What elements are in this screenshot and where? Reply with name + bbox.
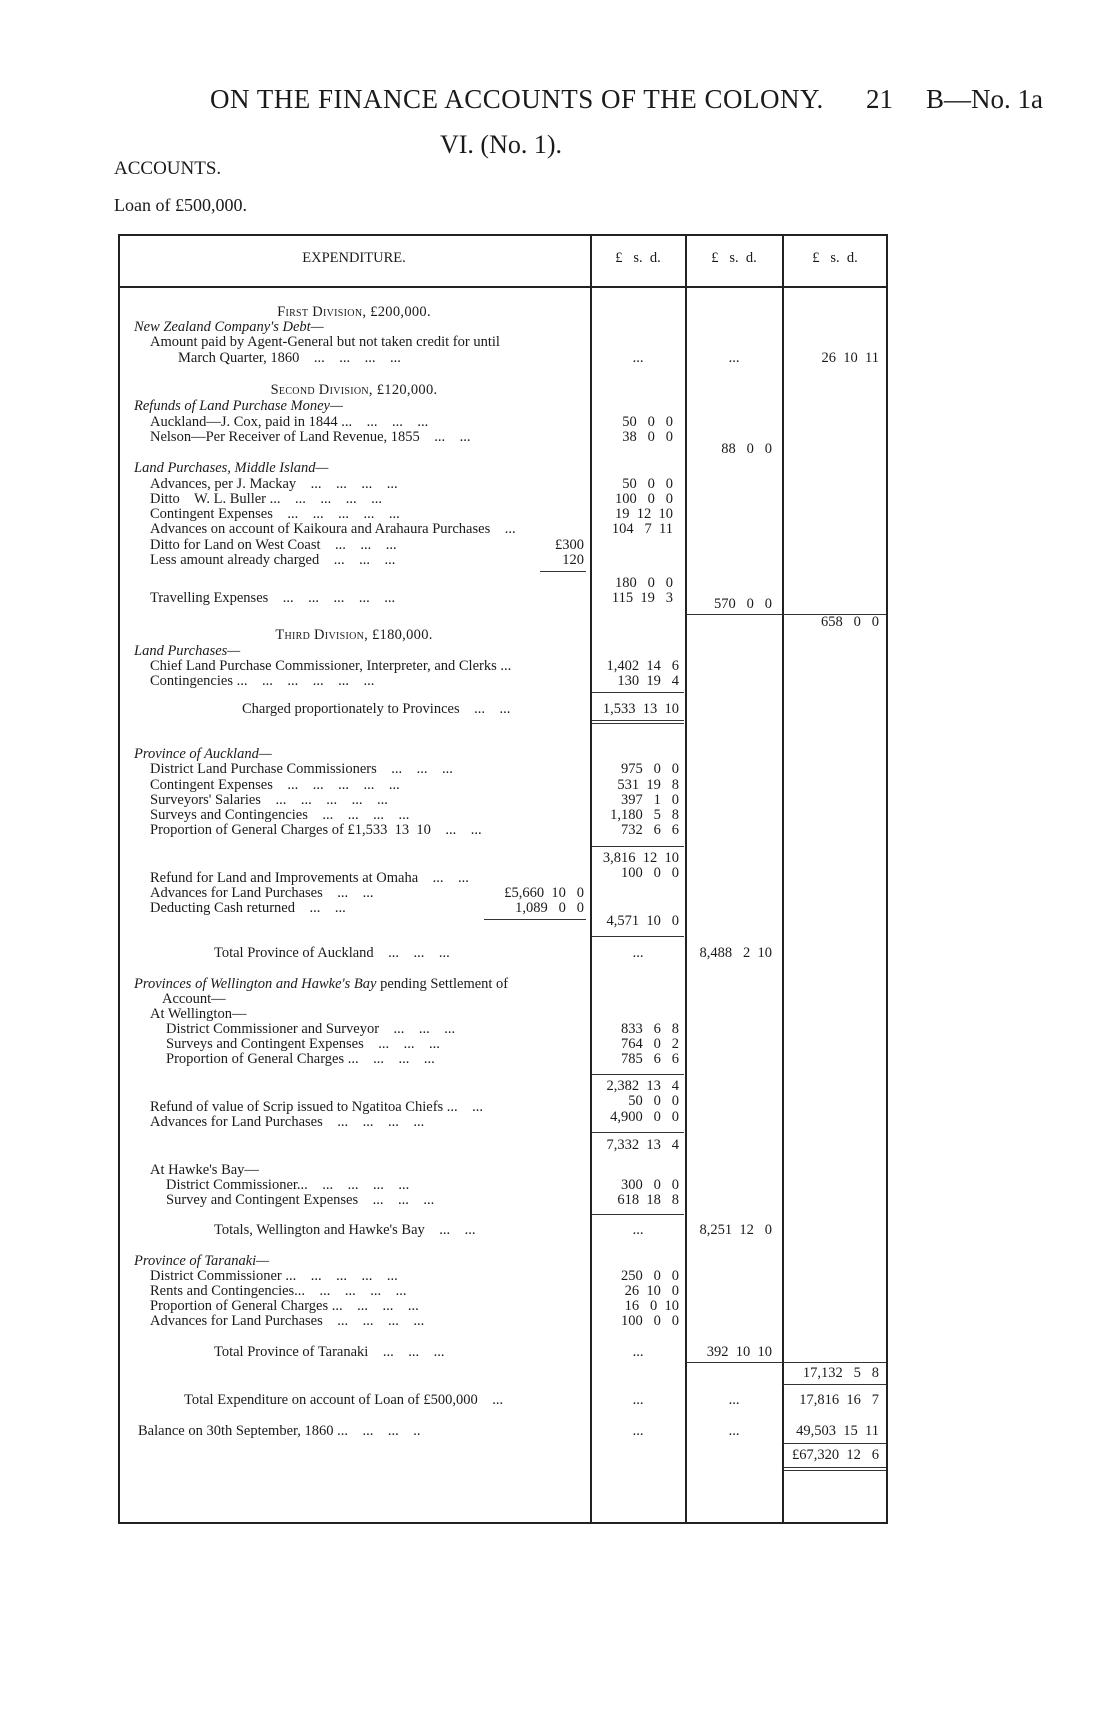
header-divider (118, 286, 888, 288)
wellington-total: 7,332 13 4 (606, 1137, 679, 1153)
wellington-amount: 764 0 2 (621, 1036, 679, 1052)
double-rule (783, 1470, 886, 1471)
auckland-label: Surveyors' Salaries ... ... ... ... ... (150, 792, 388, 808)
auckland-subtotal: 3,816 12 10 (602, 850, 679, 866)
taranaki-amount: 250 0 0 (621, 1268, 679, 1284)
wellington-label: Proportion of General Charges ... ... ... ... (166, 1051, 435, 1067)
land-purchase-amount: 1,402 14 6 (606, 658, 679, 674)
taranaki-total-c1: ... (632, 1344, 644, 1360)
auckland-label: Contingent Expenses ... ... ... ... ... (150, 777, 400, 793)
hawkes-bay-label: Survey and Contingent Expenses ... ... ... (166, 1192, 435, 1208)
first-division-c2: ... (728, 350, 740, 366)
sum-rule (592, 936, 684, 937)
taranaki-label: Rents and Contingencies... ... ... ... ... (150, 1283, 407, 1299)
taranaki-amount: 16 0 10 (624, 1298, 679, 1314)
total-expenditure-label: Total Expenditure on account of Loan of £500,000 ... (184, 1392, 504, 1408)
taranaki-label: Proportion of General Charges ... ... ... ... (150, 1298, 419, 1314)
double-rule (783, 1467, 886, 1468)
expenditure-table (118, 234, 888, 1524)
first-division-line1: Amount paid by Agent-General but not taken credit for until (150, 334, 500, 350)
sum-rule (592, 846, 684, 847)
auckland-advances-net: 4,571 10 0 (606, 913, 679, 929)
wellington-heading-account: Account— (162, 991, 226, 1007)
wellington-label: District Commissioner and Surveyor ... ... ... (166, 1021, 456, 1037)
balance-amount: 49,503 15 11 (796, 1423, 879, 1439)
at-hawkes-bay-label: At Hawke's Bay— (150, 1162, 259, 1178)
net-west-coast: 180 0 0 (615, 575, 673, 591)
balance-c1: ... (632, 1423, 644, 1439)
auckland-total-label: Total Province of Auckland ... ... ... (214, 945, 450, 961)
table-top-border (118, 234, 888, 236)
double-rule (592, 723, 684, 724)
wellington-amount: 785 6 6 (621, 1051, 679, 1067)
second-division-total: 658 0 0 (821, 614, 879, 630)
refunds-total: 88 0 0 (721, 441, 772, 457)
sum-rule (592, 1074, 684, 1075)
middle-island-amount: 50 0 0 (622, 476, 673, 492)
sum-rule (686, 1362, 886, 1363)
taranaki-label: Advances for Land Purchases ... ... ... ... (150, 1313, 425, 1329)
auckland-amount: 531 19 8 (617, 777, 679, 793)
auckland-advances-label: Advances for Land Purchases ... ... (150, 885, 374, 901)
hawkes-bay-amount: 300 0 0 (621, 1177, 679, 1193)
col-header-c3: £ s. d. (812, 250, 858, 266)
auckland-amount: 732 6 6 (621, 822, 679, 838)
second-division-heading: Second Division, £120,000. (270, 382, 438, 398)
wellington-label: Surveys and Contingent Expenses ... ... ... (166, 1036, 440, 1052)
grand-total: £67,320 12 6 (792, 1447, 879, 1463)
auckland-label: District Land Purchase Commissioners ... ... ... (150, 761, 453, 777)
hawkes-bay-amount: 618 18 8 (617, 1192, 679, 1208)
refund-amount: 50 0 0 (622, 414, 673, 430)
auckland-label: Proportion of General Charges of £1,533 13 10 ... ... (150, 822, 482, 838)
west-coast-label: Ditto for Land on West Coast ... ... ... (150, 537, 397, 553)
auckland-total-c1: ... (632, 945, 644, 961)
subtraction-rule (484, 919, 586, 920)
land-purchases-heading: Land Purchases— (134, 643, 241, 659)
auckland-heading: Province of Auckland— (134, 746, 272, 762)
wellington-hawkes-total-label: Totals, Wellington and Hawke's Bay ... ... (214, 1222, 476, 1238)
refund-label: Auckland—J. Cox, paid in 1844 ... ... ... ... (150, 414, 429, 430)
document-reference: B—No. 1a (926, 84, 1043, 114)
wellington-amount: 833 6 8 (621, 1021, 679, 1037)
total-expenditure: 17,816 16 7 (799, 1392, 879, 1408)
scrip-refund-amount: 50 0 0 (628, 1093, 679, 1109)
column-divider (685, 234, 687, 1524)
balance-label: Balance on 30th September, 1860 ... ... ... .. (138, 1423, 421, 1439)
refund-label: Nelson—Per Receiver of Land Revenue, 1855 ... ... (150, 429, 471, 445)
wellington-advances-label: Advances for Land Purchases ... ... ... ... (150, 1114, 425, 1130)
auckland-amount: 1,180 5 8 (610, 807, 679, 823)
deducting-cash-label: Deducting Cash returned ... ... (150, 900, 346, 916)
auckland-total: 8,488 2 10 (699, 945, 772, 961)
sum-rule (592, 1132, 684, 1133)
auckland-label: Surveys and Contingencies ... ... ... ... (150, 807, 410, 823)
charged-provinces-amount: 1,533 13 10 (602, 701, 679, 717)
land-purchase-amount: 130 19 4 (617, 673, 679, 689)
charged-provinces-label: Charged proportionately to Provinces ... ... (242, 701, 511, 717)
middle-island-amount: 104 7 11 (611, 521, 673, 537)
third-division-total: 17,132 5 8 (802, 1365, 879, 1381)
taranaki-total-label: Total Province of Taranaki ... ... ... (214, 1344, 445, 1360)
accounts-label: ACCOUNTS. (114, 158, 222, 179)
first-division-heading: First Division, £200,000. (277, 304, 431, 320)
wellington-hawkes-total: 8,251 12 0 (699, 1222, 772, 1238)
sum-rule (783, 1443, 886, 1444)
omaha-refund-label: Refund for Land and Improvements at Omaha ... ... (150, 870, 469, 886)
subtraction-rule (540, 571, 586, 572)
omaha-refund-amount: 100 0 0 (621, 865, 679, 881)
wellington-advances-amount: 4,900 0 0 (610, 1109, 679, 1125)
scrip-refund-label: Refund of value of Scrip issued to Ngatitoa Chiefs ... ... (150, 1099, 484, 1115)
middle-island-label: Advances on account of Kaikoura and Arahaura Purchases ... (150, 521, 516, 537)
section-number: VI. (No. 1). (440, 130, 563, 159)
middle-island-heading: Land Purchases, Middle Island— (134, 460, 329, 476)
table-left-border (118, 234, 120, 1524)
taranaki-total: 392 10 10 (706, 1344, 772, 1360)
taranaki-amount: 100 0 0 (621, 1313, 679, 1329)
auckland-advances-amount: £5,660 10 0 (504, 885, 584, 901)
travelling-amount: 115 19 3 (611, 590, 673, 606)
wellington-heading-provinces: Provinces of Wellington and Hawke's Bay (134, 976, 377, 992)
middle-island-amount: 100 0 0 (615, 491, 673, 507)
loan-label: Loan of £500,000. (114, 195, 247, 215)
column-divider (782, 234, 784, 1524)
land-purchase-label: Chief Land Purchase Commissioner, Interpreter, and Clerks ... (150, 658, 512, 674)
hawkes-bay-label: District Commissioner... ... ... ... ... (166, 1177, 410, 1193)
sum-rule (592, 692, 684, 693)
at-wellington-label: At Wellington— (150, 1006, 247, 1022)
taranaki-heading: Province of Taranaki— (134, 1253, 270, 1269)
first-division-c1: ... (632, 350, 644, 366)
middle-island-label: Advances, per J. Mackay ... ... ... ... (150, 476, 398, 492)
col-header-expenditure: EXPENDITURE. (302, 250, 406, 266)
wellington-heading-pending: pending Settlement of (376, 976, 509, 992)
first-division-subheading: New Zealand Company's Debt— (134, 319, 324, 335)
taranaki-label: District Commissioner ... ... ... ... ... (150, 1268, 398, 1284)
balance-c2: ... (728, 1423, 740, 1439)
wellington-hawkes-total-c1: ... (632, 1222, 644, 1238)
less-charged-label: Less amount already charged ... ... ... (150, 552, 396, 568)
middle-island-label: Ditto W. L. Buller ... ... ... ... ... (150, 491, 382, 507)
land-purchase-label: Contingencies ... ... ... ... ... ... (150, 673, 375, 689)
west-coast-amount: £300 (555, 537, 584, 553)
page-number: 21 (866, 84, 893, 114)
sum-rule (783, 1384, 886, 1385)
total-expenditure-c2: ... (728, 1392, 740, 1408)
travelling-label: Travelling Expenses ... ... ... ... ... (150, 590, 396, 606)
sum-rule (592, 1214, 684, 1215)
wellington-subtotal: 2,382 13 4 (606, 1078, 679, 1094)
deducting-cash-amount: 1,089 0 0 (515, 900, 584, 916)
third-division-heading: Third Division, £180,000. (275, 627, 433, 643)
wellington-heading (134, 976, 508, 992)
refund-amount: 38 0 0 (622, 429, 673, 445)
middle-island-total: 570 0 0 (714, 596, 772, 612)
table-bottom-border (118, 1522, 888, 1524)
middle-island-label: Contingent Expenses ... ... ... ... ... (150, 506, 400, 522)
first-division-line2: March Quarter, 1860 ... ... ... ... (178, 350, 401, 366)
total-expenditure-c1: ... (632, 1392, 644, 1408)
table-right-border (886, 234, 888, 1524)
refunds-heading: Refunds of Land Purchase Money— (134, 398, 343, 414)
taranaki-amount: 26 10 0 (624, 1283, 679, 1299)
middle-island-amount: 19 12 10 (615, 506, 673, 522)
first-division-c3: 26 10 11 (821, 350, 879, 366)
less-charged-amount: 120 (562, 552, 584, 568)
auckland-amount: 397 1 0 (621, 792, 679, 808)
double-rule (592, 720, 684, 721)
col-header-c2: £ s. d. (711, 250, 757, 266)
auckland-amount: 975 0 0 (621, 761, 679, 777)
col-header-c1: £ s. d. (615, 250, 661, 266)
page-title: ON THE FINANCE ACCOUNTS OF THE COLONY. (210, 84, 824, 114)
